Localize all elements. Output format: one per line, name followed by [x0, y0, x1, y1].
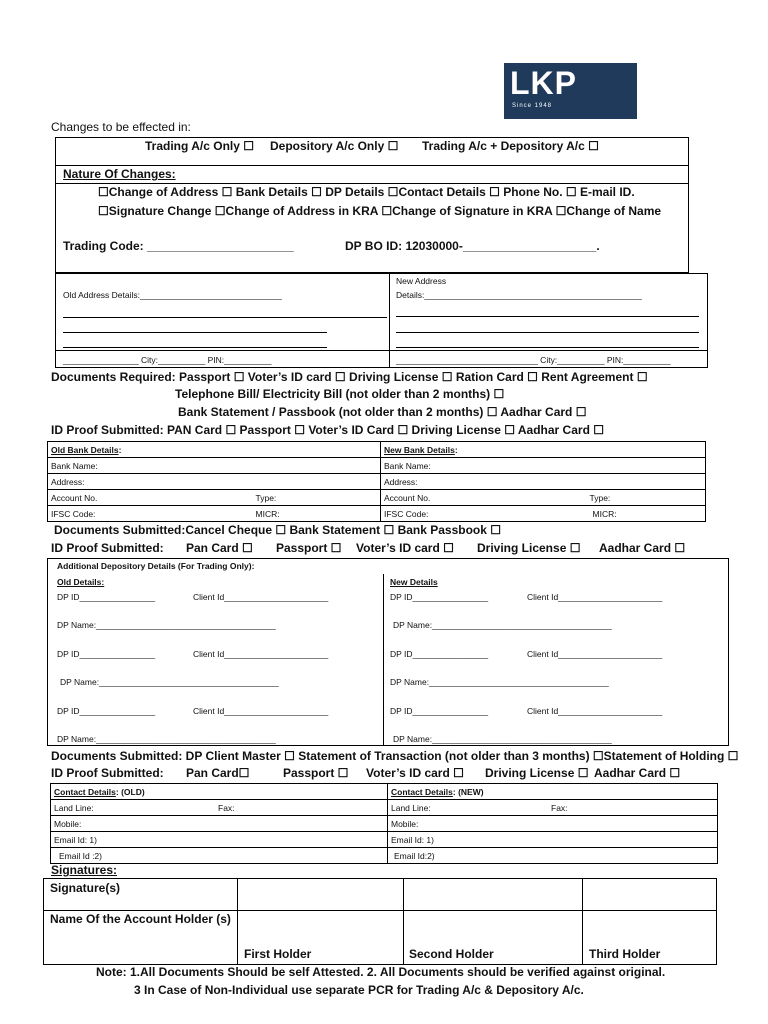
old-city-pin[interactable]: ________________ City:__________ PIN:__________: [63, 355, 272, 365]
id-proof-submitted-1[interactable]: ID Proof Submitted: PAN Card ☐ Passport ☐ Voter’s ID Card ☐ Driving License ☐ Aadhar Card ☐: [51, 423, 604, 437]
depository-old-heading: Old Details:: [57, 577, 105, 587]
old-bank-name[interactable]: Bank Name:: [48, 458, 381, 474]
old-dp-id-1[interactable]: DP ID________________: [57, 592, 156, 602]
trading-code-field[interactable]: Trading Code: ______________________: [63, 239, 294, 253]
new-dp-id-1[interactable]: DP ID________________: [390, 592, 489, 602]
contact-new-heading: Contact Details: (NEW): [388, 784, 718, 800]
old-email-1[interactable]: Email Id: 1): [51, 832, 388, 848]
id-proof-2-passport[interactable]: Passport ☐: [276, 541, 342, 555]
new-landline-row[interactable]: Land Line: Fax:: [388, 800, 718, 816]
new-dp-name-1[interactable]: DP Name:______________________________________: [393, 620, 612, 630]
new-dp-id-3[interactable]: DP ID________________: [390, 706, 489, 716]
old-mobile[interactable]: Mobile:: [51, 816, 388, 832]
old-client-id-2[interactable]: Client Id______________________: [193, 649, 329, 659]
id-proof-2-voter[interactable]: Voter’s ID card ☐: [356, 541, 454, 555]
old-dp-name-3[interactable]: DP Name:______________________________________: [57, 734, 276, 744]
third-holder-label: Third Holder: [589, 947, 661, 961]
old-address-label[interactable]: Old Address Details:______________________________: [63, 290, 282, 300]
second-holder-label: Second Holder: [409, 947, 494, 961]
id-proof-2-driving[interactable]: Driving License ☐: [477, 541, 581, 555]
new-mobile[interactable]: Mobile:: [388, 816, 718, 832]
first-holder-label: First Holder: [244, 947, 312, 961]
id-proof-3-voter[interactable]: Voter’s ID card ☐: [366, 766, 464, 780]
third-holder-signature-cell[interactable]: [583, 879, 716, 909]
bank-details-table: [47, 441, 706, 522]
nature-options-row2[interactable]: ☐Signature Change ☐Change of Address in KRA ☐Change of Signature in KRA ☐Change of Name: [98, 204, 662, 218]
new-city-pin[interactable]: ______________________________ City:__________ PIN:__________: [396, 355, 671, 365]
documents-required-line1[interactable]: Documents Required: Passport ☐ Voter’s ID card ☐ Driving License ☐ Ration Card ☐ Rent Agreement ☐: [51, 370, 648, 384]
signature-row-label: Signature(s): [50, 881, 121, 895]
note-line-2: 3 In Case of Non-Individual use separate PCR for Trading A/c & Depository A/c.: [134, 983, 584, 997]
new-email-1[interactable]: Email Id: 1): [388, 832, 718, 848]
nature-heading: Nature Of Changes:: [63, 167, 176, 181]
documents-required-line2[interactable]: Telephone Bill/ Electricity Bill (not older than 2 months) ☐: [175, 387, 505, 401]
new-dp-name-3[interactable]: DP Name:______________________________________: [393, 734, 612, 744]
old-dp-id-3[interactable]: DP ID________________: [57, 706, 156, 716]
changes-label: Changes to be effected in:: [51, 120, 191, 134]
old-account-row[interactable]: Account No. Type:: [48, 490, 381, 506]
id-proof-3-driving[interactable]: Driving License ☐: [485, 766, 589, 780]
second-holder-signature-cell[interactable]: [404, 879, 581, 909]
id-proof-label-2: ID Proof Submitted:: [51, 541, 164, 555]
account-type-both[interactable]: Trading A/c + Depository A/c ☐: [422, 139, 599, 153]
account-type-trading[interactable]: Trading A/c Only ☐: [145, 139, 254, 153]
documents-submitted-dp[interactable]: Documents Submitted: DP Client Master ☐ Statement of Transaction (not older than 3 months) ☐Statement of Holding ☐: [51, 749, 739, 763]
old-landline-row[interactable]: Land Line: Fax:: [51, 800, 388, 816]
old-dp-name-1[interactable]: DP Name:______________________________________: [57, 620, 276, 630]
id-proof-3-passport[interactable]: Passport ☐: [283, 766, 349, 780]
new-client-id-3[interactable]: Client Id______________________: [527, 706, 663, 716]
logo-text: LKP: [510, 65, 577, 101]
id-proof-2-pan[interactable]: Pan Card ☐: [186, 541, 253, 555]
depository-new-heading: New Details: [390, 577, 438, 587]
signatures-heading: Signatures:: [51, 863, 118, 877]
id-proof-label-3: ID Proof Submitted:: [51, 766, 164, 780]
new-address-details[interactable]: Details:______________________________________________: [396, 290, 642, 300]
old-dp-id-2[interactable]: DP ID________________: [57, 649, 156, 659]
new-bank-name[interactable]: Bank Name:: [381, 458, 706, 474]
new-bank-heading: New Bank Details:: [381, 442, 706, 458]
nature-options-row1[interactable]: ☐Change of Address ☐ Bank Details ☐ DP Details ☐Contact Details ☐ Phone No. ☐ E-mail ID.: [98, 185, 635, 199]
depository-heading: Additional Depository Details (For Trading Only):: [57, 561, 255, 571]
new-client-id-1[interactable]: Client Id______________________: [527, 592, 663, 602]
documents-submitted-bank[interactable]: Documents Submitted:Cancel Cheque ☐ Bank Statement ☐ Bank Passbook ☐: [54, 523, 502, 537]
old-bank-heading: Old Bank Details:: [48, 442, 381, 458]
note-line-1: Note: 1.All Documents Should be self Attested. 2. All Documents should be verified against original.: [96, 965, 666, 979]
old-address-box: [55, 273, 390, 368]
old-bank-address[interactable]: Address:: [48, 474, 381, 490]
account-type-depository[interactable]: Depository A/c Only ☐: [270, 139, 399, 153]
old-email-2[interactable]: Email Id :2): [51, 848, 388, 864]
new-dp-name-2[interactable]: DP Name:______________________________________: [390, 677, 609, 687]
id-proof-2-aadhar[interactable]: Aadhar Card ☐: [599, 541, 686, 555]
dp-bo-id-field[interactable]: DP BO ID: 12030000-____________________.: [345, 239, 600, 253]
new-address-label: New Address: [396, 276, 447, 286]
new-dp-id-2[interactable]: DP ID________________: [390, 649, 489, 659]
new-ifsc-row[interactable]: IFSC Code: MICR:: [381, 506, 706, 522]
new-client-id-2[interactable]: Client Id______________________: [527, 649, 663, 659]
contact-details-table: [50, 783, 718, 864]
old-client-id-1[interactable]: Client Id______________________: [193, 592, 329, 602]
new-bank-address[interactable]: Address:: [381, 474, 706, 490]
logo-tagline: Since 1948: [512, 103, 553, 109]
first-holder-signature-cell[interactable]: [238, 879, 402, 909]
id-proof-3-aadhar[interactable]: Aadhar Card ☐: [594, 766, 681, 780]
old-dp-name-2[interactable]: DP Name:______________________________________: [60, 677, 279, 687]
new-email-2[interactable]: Email Id:2): [388, 848, 718, 864]
documents-required-line3[interactable]: Bank Statement / Passbook (not older than 2 months) ☐ Aadhar Card ☐: [178, 405, 587, 419]
new-address-box: [389, 273, 708, 368]
new-account-row[interactable]: Account No. Type:: [381, 490, 706, 506]
id-proof-3-pan[interactable]: Pan Card☐: [186, 766, 250, 780]
old-client-id-3[interactable]: Client Id______________________: [193, 706, 329, 716]
contact-old-heading: Contact Details: (OLD): [51, 784, 388, 800]
lkp-logo: [504, 63, 637, 119]
old-ifsc-row[interactable]: IFSC Code: MICR:: [48, 506, 381, 522]
account-holder-name-label: Name Of the Account Holder (s): [50, 912, 231, 926]
